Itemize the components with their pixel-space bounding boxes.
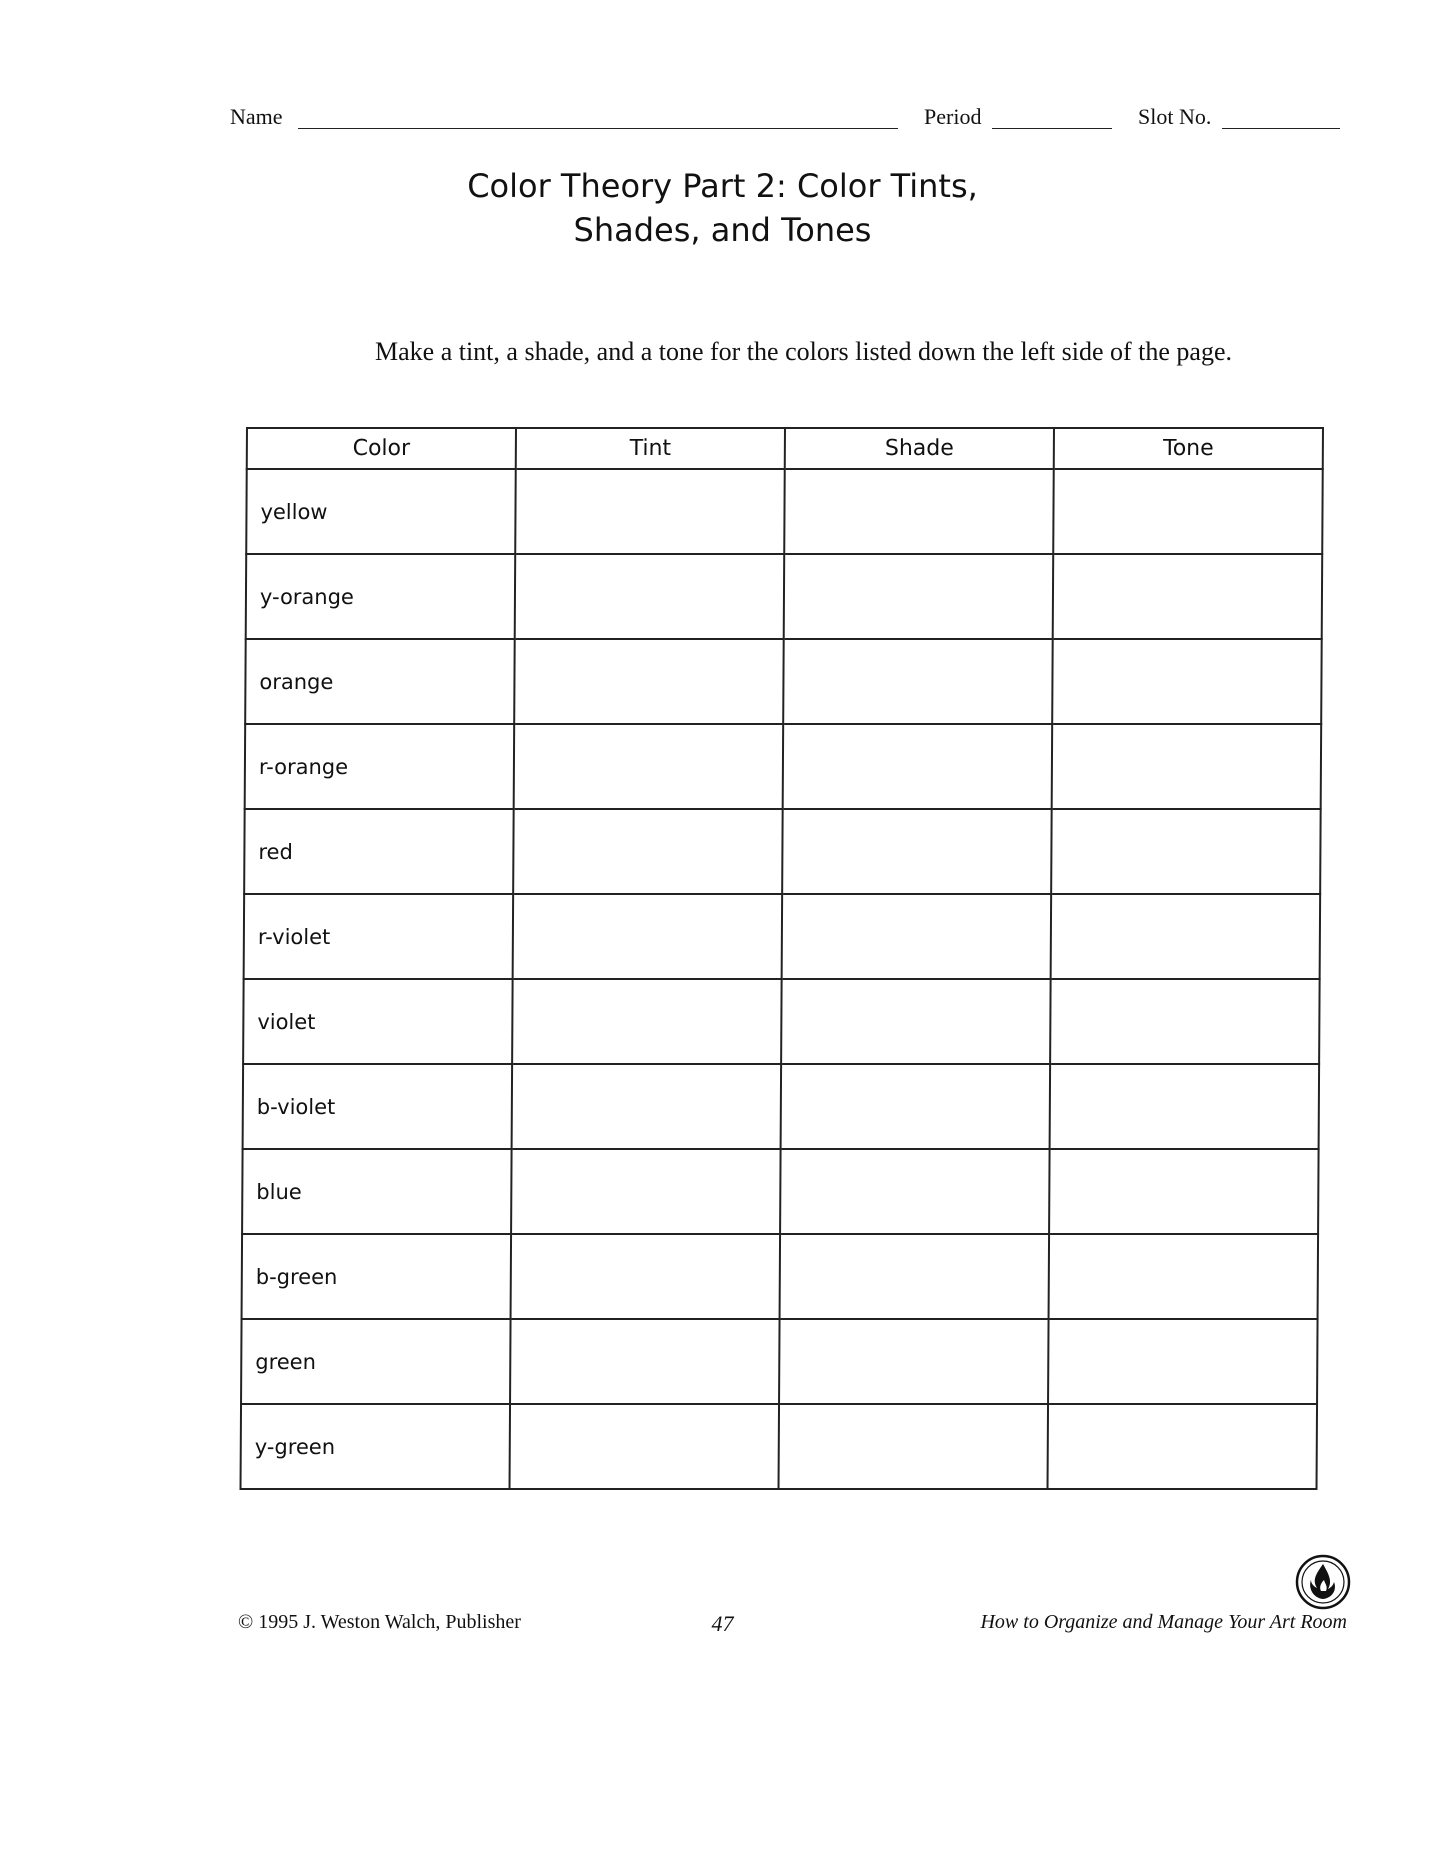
shade-cell[interactable] bbox=[784, 554, 1054, 639]
title-line-1: Color Theory Part 2: Color Tints, bbox=[467, 167, 978, 205]
column-header-tint: Tint bbox=[516, 428, 785, 469]
shade-cell[interactable] bbox=[783, 639, 1053, 724]
copyright-text: © 1995 J. Weston Walch, Publisher bbox=[238, 1611, 521, 1633]
name-field[interactable] bbox=[298, 128, 898, 129]
shade-cell[interactable] bbox=[780, 1149, 1050, 1234]
slot-field[interactable] bbox=[1222, 128, 1340, 129]
tint-cell[interactable] bbox=[510, 1319, 780, 1404]
color-name-cell: y-orange bbox=[246, 554, 516, 639]
tone-cell[interactable] bbox=[1053, 469, 1323, 554]
tone-cell[interactable] bbox=[1050, 979, 1320, 1064]
color-name-cell: b-violet bbox=[243, 1064, 513, 1149]
table-row bbox=[242, 1234, 1319, 1319]
shade-cell[interactable] bbox=[782, 809, 1052, 894]
column-header-shade: Shade bbox=[785, 428, 1054, 469]
tone-cell[interactable] bbox=[1051, 894, 1321, 979]
color-name-cell: green bbox=[241, 1319, 511, 1404]
period-label: Period bbox=[924, 104, 982, 129]
column-header-tone: Tone bbox=[1054, 428, 1323, 469]
tone-cell[interactable] bbox=[1049, 1149, 1319, 1234]
color-name-cell: y-green bbox=[241, 1404, 511, 1489]
tone-cell[interactable] bbox=[1051, 809, 1321, 894]
color-name-cell: yellow bbox=[246, 469, 516, 554]
period-field[interactable] bbox=[992, 128, 1112, 129]
page-number: 47 bbox=[711, 1611, 734, 1636]
tint-cell[interactable] bbox=[515, 554, 785, 639]
table-row bbox=[246, 554, 1323, 639]
name-label: Name bbox=[230, 104, 283, 129]
shade-cell[interactable] bbox=[783, 724, 1053, 809]
color-name-cell: r-orange bbox=[245, 724, 515, 809]
tint-cell[interactable] bbox=[513, 809, 783, 894]
tone-cell[interactable] bbox=[1048, 1319, 1318, 1404]
shade-cell[interactable] bbox=[781, 979, 1051, 1064]
table-header-row bbox=[247, 428, 1323, 469]
color-name-cell: r-violet bbox=[244, 894, 514, 979]
book-title: How to Organize and Manage Your Art Room bbox=[980, 1611, 1347, 1633]
tint-cell[interactable] bbox=[513, 894, 783, 979]
tint-cell[interactable] bbox=[511, 1149, 781, 1234]
tone-cell[interactable] bbox=[1052, 639, 1322, 724]
table-row bbox=[245, 639, 1322, 724]
color-worksheet-table bbox=[240, 427, 1324, 1490]
color-name-cell: violet bbox=[243, 979, 513, 1064]
shade-cell[interactable] bbox=[779, 1404, 1049, 1489]
tint-cell[interactable] bbox=[514, 639, 784, 724]
table-row bbox=[244, 894, 1321, 979]
table-row bbox=[245, 724, 1322, 809]
tint-cell[interactable] bbox=[512, 979, 782, 1064]
color-name-cell: blue bbox=[242, 1149, 512, 1234]
tint-cell[interactable] bbox=[514, 724, 784, 809]
tint-cell[interactable] bbox=[511, 1234, 781, 1319]
instructions-text: Make a tint, a shade, and a tone for the colors listed down the left side of the page. bbox=[375, 337, 1233, 366]
table-row bbox=[241, 1404, 1318, 1489]
slot-label: Slot No. bbox=[1138, 104, 1212, 129]
shade-cell[interactable] bbox=[781, 1064, 1051, 1149]
tint-cell[interactable] bbox=[510, 1404, 780, 1489]
table-row bbox=[244, 809, 1321, 894]
tone-cell[interactable] bbox=[1049, 1234, 1319, 1319]
student-info-header bbox=[230, 104, 1340, 134]
page-title bbox=[0, 164, 1445, 252]
color-name-cell: orange bbox=[245, 639, 515, 724]
table-row bbox=[246, 469, 1323, 554]
tone-cell[interactable] bbox=[1052, 724, 1322, 809]
table-row bbox=[242, 1149, 1319, 1234]
flame-logo-icon bbox=[1294, 1553, 1352, 1611]
shade-cell[interactable] bbox=[779, 1319, 1049, 1404]
shade-cell[interactable] bbox=[782, 894, 1052, 979]
tint-cell[interactable] bbox=[515, 469, 785, 554]
shade-cell[interactable] bbox=[780, 1234, 1050, 1319]
color-name-cell: b-green bbox=[242, 1234, 512, 1319]
shade-cell[interactable] bbox=[784, 469, 1054, 554]
column-header-color: Color bbox=[247, 428, 516, 469]
table-row bbox=[243, 1064, 1320, 1149]
title-line-2: Shades, and Tones bbox=[573, 211, 872, 249]
tint-cell[interactable] bbox=[512, 1064, 782, 1149]
tone-cell[interactable] bbox=[1050, 1064, 1320, 1149]
tone-cell[interactable] bbox=[1048, 1404, 1318, 1489]
tone-cell[interactable] bbox=[1053, 554, 1323, 639]
table-row bbox=[243, 979, 1320, 1064]
table-row bbox=[241, 1319, 1318, 1404]
color-name-cell: red bbox=[244, 809, 514, 894]
